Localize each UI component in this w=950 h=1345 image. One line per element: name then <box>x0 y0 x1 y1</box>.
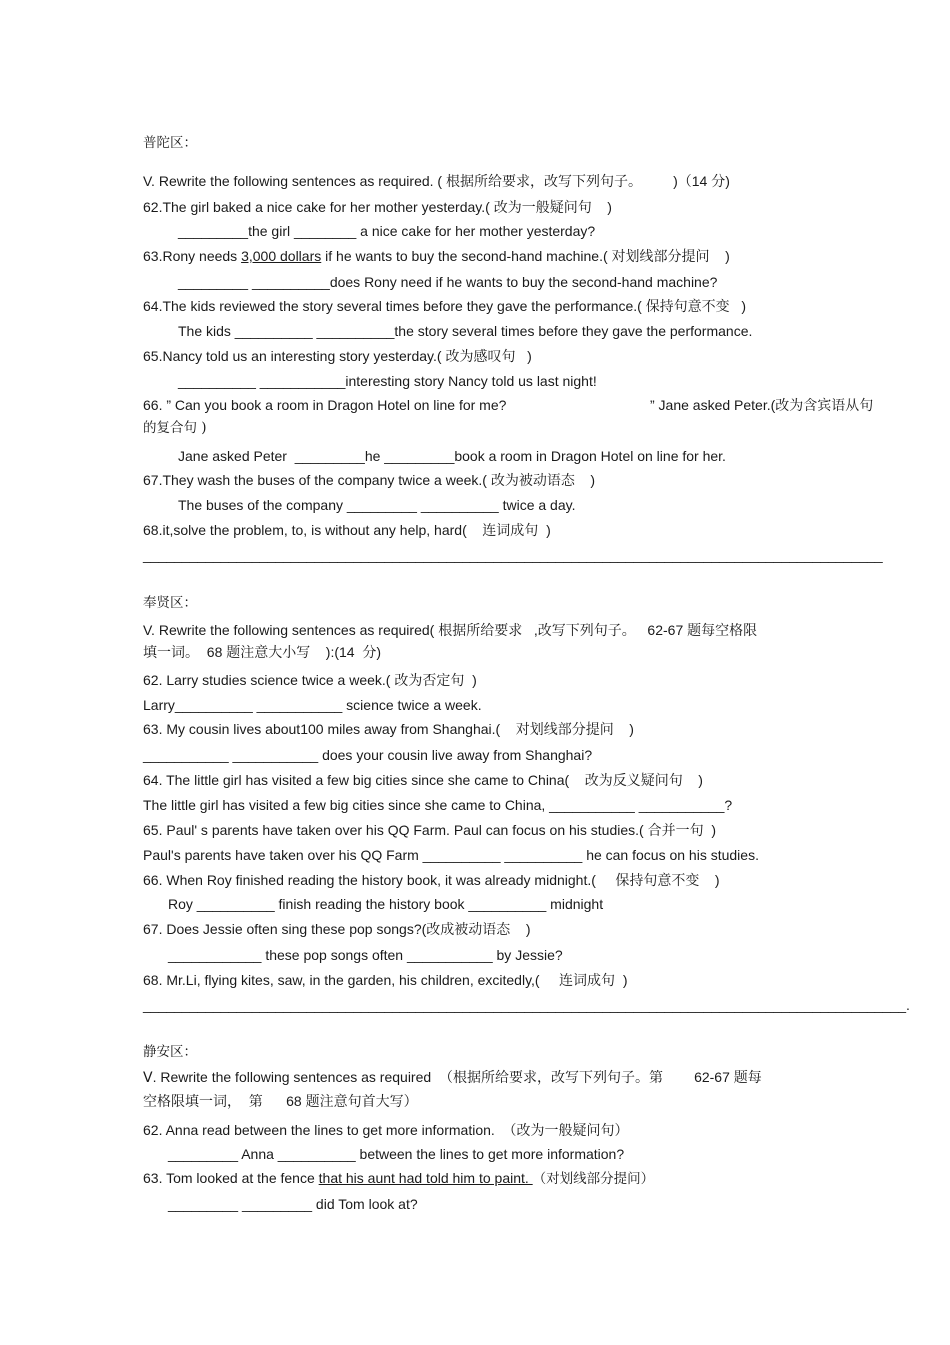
question-68: 68.it,solve the problem, to, is without any help, hard( 连词成句 ) <box>143 522 551 538</box>
underlined-phrase: 3,000 dollars <box>241 248 322 264</box>
question-65: 65.Nancy told us an interesting story yesterday.( 改为感叹句 ) <box>143 348 532 364</box>
question-66: 66. ” Can you book a room in Dragon Hotel on line for me? <box>143 397 507 413</box>
question-63: 63. My cousin lives about100 miles away from Shanghai.( 对划线部分提问 ) <box>143 721 634 737</box>
underlined-phrase: that his aunt had told him to paint. <box>318 1170 533 1186</box>
answer-line-62: _________the girl ________ a nice cake for her mother yesterday? <box>178 223 596 239</box>
section-instruction: V. Rewrite the following sentences as required( 根据所给要求 ,改写下列句子。 62-67 题每空格限 <box>143 622 758 638</box>
district-heading: 普陀区： <box>143 135 197 151</box>
answer-line-68: _______________________________________________________________________________________________ <box>143 547 883 563</box>
question-65: 65. Paul' s parents have taken over his QQ Farm. Paul can focus on his studies.( 合并一句 ) <box>143 822 717 838</box>
question-64: 64. The little girl has visited a few big cities since she came to China( 改为反义疑问句 ) <box>143 772 703 788</box>
question-66-instruction-cont: 的复合句 ) <box>143 420 207 436</box>
answer-line-66: Roy __________ finish reading the history book __________ midnight <box>168 896 604 912</box>
answer-line-63: _________ __________does Rony need if he wants to buy the second-hand machine? <box>178 274 718 290</box>
answer-line-65: Paul's parents have taken over his QQ Farm __________ __________ he can focus on his studies. <box>143 847 759 863</box>
answer-line-65: __________ ___________interesting story Nancy told us last night! <box>178 373 597 389</box>
question-62: 62. Anna read between the lines to get more information. （改为一般疑问句） <box>143 1122 629 1138</box>
answer-line-67: The buses of the company _________ __________ twice a day. <box>178 497 576 513</box>
section-instruction: Ⅴ. Rewrite the following sentences as required （根据所给要求，改写下列句子。第 62-67 题每 <box>143 1069 762 1085</box>
question-68: 68. Mr.Li, flying kites, saw, in the garden, his children, excitedly,( 连词成句 ) <box>143 972 628 988</box>
answer-line-62: Larry__________ ___________ science twice a week. <box>143 697 482 713</box>
answer-line-68: __________________________________________________________________________________________________. <box>143 997 910 1013</box>
question-63: 63.Rony needs 3,000 dollars if he wants to buy the second-hand machine.( 对划线部分提问 ) <box>143 248 730 264</box>
answer-line-62: _________ Anna __________ between the lines to get more information? <box>168 1146 625 1162</box>
question-67: 67. Does Jessie often sing these pop songs?(改成被动语态 ) <box>143 921 531 937</box>
answer-line-66: Jane asked Peter _________he _________book a room in Dragon Hotel on line for her. <box>178 448 726 464</box>
answer-line-63: _________ _________ did Tom look at? <box>168 1196 418 1212</box>
question-62: 62.The girl baked a nice cake for her mother yesterday.( 改为一般疑问句 ) <box>143 199 612 215</box>
question-64: 64.The kids reviewed the story several times before they gave the performance.( 保持句意不变 ) <box>143 298 747 314</box>
section-instruction-cont: 空格限填一词， 第 68 题注意句首大写） <box>143 1093 418 1109</box>
answer-line-64: The little girl has visited a few big cities since she came to China, ___________ ___________? <box>143 797 733 813</box>
section-instruction: V. Rewrite the following sentences as required. ( 根据所给要求，改写下列句子。 )（14 分) <box>143 173 730 189</box>
answer-line-63: ___________ ___________ does your cousin live away from Shanghai? <box>143 747 593 763</box>
district-heading: 奉贤区： <box>143 595 197 611</box>
question-63: 63. Tom looked at the fence that his aunt had told him to paint. （对划线部分提问） <box>143 1170 655 1187</box>
question-66-instruction: ” Jane asked Peter.(改为含宾语从句 <box>650 397 874 413</box>
question-62: 62. Larry studies science twice a week.( 改为否定句 ) <box>143 672 477 688</box>
district-heading: 静安区： <box>143 1044 197 1060</box>
answer-line-67: ____________ these pop songs often ___________ by Jessie? <box>168 947 563 963</box>
question-66: 66. When Roy finished reading the history book, it was already midnight.( 保持句意不变 ) <box>143 872 720 888</box>
answer-line-64: The kids __________ __________the story several times before they gave the performance. <box>178 323 753 339</box>
question-67: 67.They wash the buses of the company twice a week.( 改为被动语态 ) <box>143 472 596 488</box>
section-instruction-cont: 填一词。 68 题注意大小写 ):(14 分) <box>143 644 382 660</box>
